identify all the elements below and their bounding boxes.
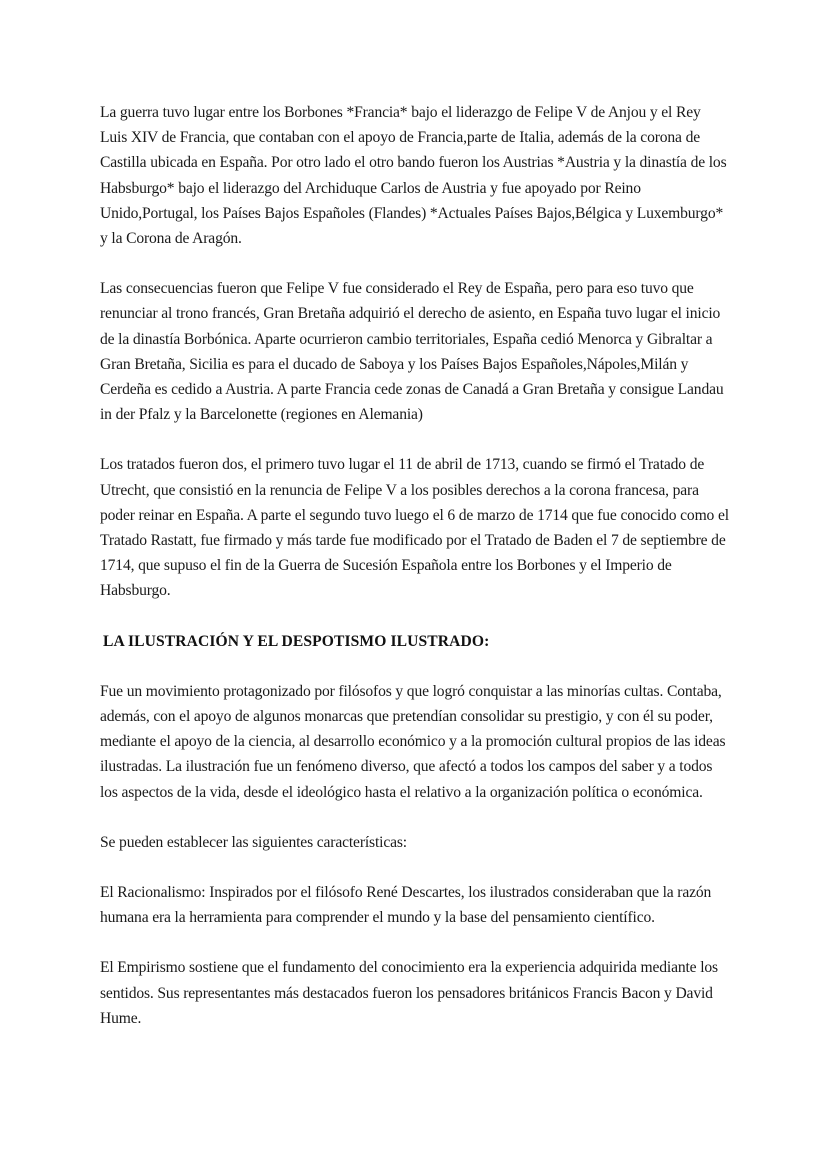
paragraph-empiricism: El Empirismo sostiene que el fundamento del conocimiento era la experiencia adquirida mediante los sentidos. Sus representantes más destacados fueron los pensadores británicos Francis Bacon y David Hume. xyxy=(100,959,718,1027)
section-heading: LA ILUSTRACIÓN Y EL DESPOTISMO ILUSTRADO: xyxy=(103,632,490,650)
paragraph-rationalism: El Racionalismo: Inspirados por el filósofo René Descartes, los ilustrados consideraban que la razón humana era la herramienta para comprender el mundo y la base del pensamiento científico. xyxy=(100,884,712,927)
document-body xyxy=(100,100,730,1056)
paragraph-war-sides: La guerra tuvo lugar entre los Borbones *Francia* bajo el liderazgo de Felipe V de Anjou y el Rey Luis XIV de Francia, que contaban con el apoyo de Francia,parte de Italia, además de la corona de Castilla ubicada en España. Por otro lado el otro bando fueron los Austrias *Austria y la dinastía de los Habsburgo* bajo el liderazgo del Archiduque Carlos de Austria y fue apoyado por Reino Unido,Portugal, los Países Bajos Españoles (Flandes) *Actuales Países Bajos,Bélgica y Luxemburgo* y la Corona de Aragón. xyxy=(100,104,727,248)
paragraph-treaties: Los tratados fueron dos, el primero tuvo lugar el 11 de abril de 1713, cuando se firmó el Tratado de Utrecht, que consistió en la renuncia de Felipe V a los posibles derechos a la corona francesa, para poder reinar en España. A parte el segundo tuvo luego el 6 de marzo de 1714 que fue conocido como el Tratado Rastatt, fue firmado y más tarde fue modificado por el Tratado de Baden el 7 de septiembre de 1714, que supuso el fin de la Guerra de Sucesión Española entre los Borbones y el Imperio de Habsburgo. xyxy=(100,456,729,600)
paragraph-characteristics-intro: Se pueden establecer las siguientes características: xyxy=(100,833,407,851)
paragraph-consequences: Las consecuencias fueron que Felipe V fue considerado el Rey de España, pero para eso tuvo que renunciar al trono francés, Gran Bretaña adquirió el derecho de asiento, en España tuvo lugar el inicio de la dinastía Borbónica. Aparte ocurrieron cambio territoriales, España cedió Menorca y Gibraltar a Gran Bretaña, Sicilia es para el ducado de Saboya y los Países Bajos Españoles,Nápoles,Milán y Cerdeña es cedido a Austria. A parte Francia cede zonas de Canadá a Gran Bretaña y consigue Landau in der Pfalz y la Barcelonette (regiones en Alemania) xyxy=(100,280,724,424)
paragraph-enlightenment: Fue un movimiento protagonizado por filósofos y que logró conquistar a las minorías cultas. Contaba, además, con el apoyo de algunos monarcas que pretendían consolidar su prestigio, y con él su poder, mediante el apoyo de la ciencia, al desarrollo económico y a la promoción cultural propios de las ideas ilustradas. La ilustración fue un fenómeno diverso, que afectó a todos los campos del saber y a todos los aspectos de la vida, desde el ideológico hasta el relativo a la organización política o económica. xyxy=(100,682,726,801)
